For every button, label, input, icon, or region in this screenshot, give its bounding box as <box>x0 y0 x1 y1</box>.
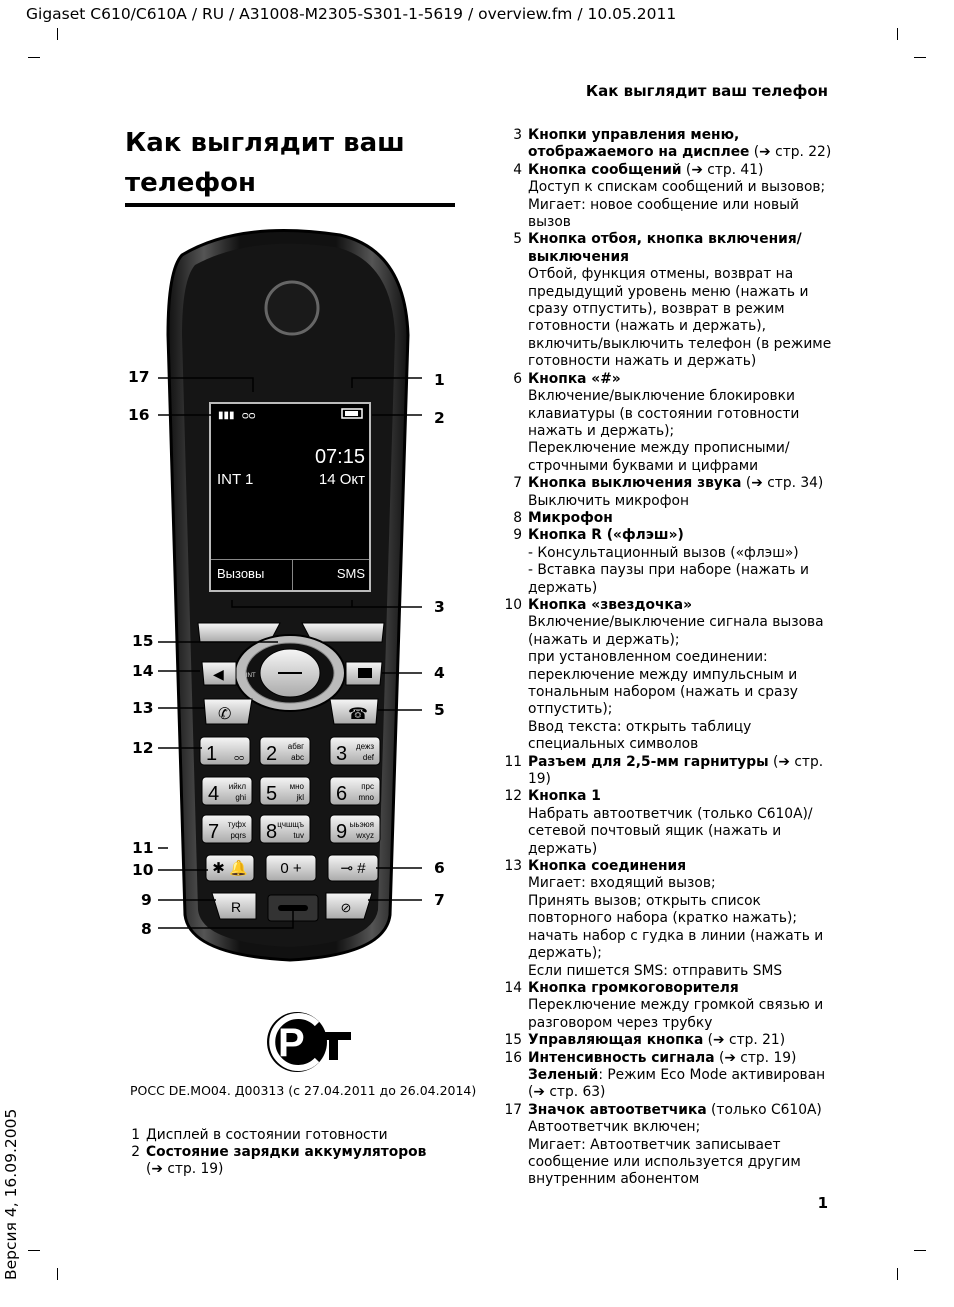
legend-item-12: 12 Кнопка 1 Набрать автоответчик (только C610A)/сетевой почтовый ящик (нажать и держать) <box>504 788 813 857</box>
digit-key-label: 9 <box>336 821 348 843</box>
callout-4: 4 <box>434 664 445 682</box>
star-key-label: ✱ 🔔 <box>212 860 248 877</box>
zero-key-label: 0 + <box>280 860 302 877</box>
legend-item-16: 16 Интенсивность сигнала (➔ стр. 19) Зеленый: Режим Eco Mode активирован (➔ стр. 63) <box>504 1049 826 1101</box>
legend-item-3: 3 Кнопки управления меню, отображаемого на дисплее (➔ стр. 22) <box>513 127 832 161</box>
crop-mark <box>897 1268 898 1280</box>
crop-mark <box>914 1250 926 1251</box>
signal-icon: ▮▮▮ <box>218 410 235 421</box>
legend-item-5: 5 Кнопка отбоя, кнопка включения/ выключения Отбой, функция отмены, возврат на предыдущий уровень меню (нажать и сразу отпустить), возврат в режим готовности (нажать и держать), включить/выключить телефон (в режиме готовности нажать и держать) <box>513 231 832 370</box>
callout-3: 3 <box>434 598 445 616</box>
callout-13: 13 <box>132 699 154 717</box>
legend-item-9: 9 Кнопка R («флэш») - Консультационный вызов («флэш») - Вставка паузы при наборе (нажать и держать) <box>513 527 809 596</box>
digit-key-latin: ghi <box>235 793 246 802</box>
svg-text:Р: Р <box>278 1021 305 1065</box>
crop-mark <box>57 28 58 40</box>
callout-2: 2 <box>434 409 445 427</box>
digit-key-cyrillic: цчшщъ <box>277 820 304 829</box>
version-label: Версия 4, 16.09.2005 <box>2 1108 20 1280</box>
digit-key-cyrillic: ийкл <box>228 782 246 791</box>
pct-certification-logo <box>265 1010 355 1074</box>
digit-key-latin: pqrs <box>230 831 246 840</box>
voicemail-icon: ᴑᴑ <box>234 753 244 762</box>
digit-key-label: 3 <box>336 743 348 765</box>
running-head: Как выглядит ваш телефон <box>585 82 828 100</box>
digit-key-latin: tuv <box>293 831 304 840</box>
display-date: 14 Окт <box>318 471 365 488</box>
answering-machine-icon: ᴑᴑ <box>242 410 256 422</box>
legend-item-2: 2 Состояние зарядки аккумуляторов (➔ стр. 19) <box>131 1144 427 1177</box>
softkey-left-label: Вызовы <box>217 566 265 581</box>
r-key-label: R <box>230 899 242 915</box>
mute-icon: ⊘ <box>340 900 352 915</box>
callout-11: 11 <box>132 839 154 857</box>
digit-key-label: 1 <box>206 743 218 765</box>
digit-key-cyrillic: туфх <box>227 820 246 829</box>
legend-list-left <box>128 1127 458 1178</box>
legend-item-17: 17 Значок автоответчика (только C610A) Автоответчик включен; Мигает: Автоответчик записывает сообщение или используется другим внутренним абонентом <box>504 1101 822 1188</box>
digit-key-label: 4 <box>208 783 220 805</box>
legend-item-1: 1 Дисплей в состоянии готовности <box>131 1127 388 1143</box>
certification-text: РОСС DE.MO04. Д00313 (с 27.04.2011 до 26.04.2014) <box>130 1083 477 1098</box>
digit-key-latin: abc <box>291 753 304 762</box>
callout-lines <box>120 360 460 940</box>
document-header: Gigaset C610/C610A / RU / A31008-M2305-S301-1-5619 / overview.fm / 10.05.2011 <box>26 5 677 23</box>
legend-item-11: 11 Разъем для 2,5-мм гарнитуры (➔ стр. 19) <box>504 753 824 788</box>
legend-list-right <box>496 127 841 1189</box>
crop-mark <box>897 28 898 40</box>
legend-item-8: 8 Микрофон <box>513 509 613 526</box>
callout-16: 16 <box>128 406 150 424</box>
callout-5: 5 <box>434 701 445 719</box>
legend-item-14: 14 Кнопка громкоговорителя Переключение между громкой связью и разговором через трубку <box>504 979 824 1031</box>
end-call-icon: ☎ <box>348 706 368 723</box>
page-title-line2: телефон <box>125 168 257 198</box>
callout-12: 12 <box>132 739 154 757</box>
legend-item-10: 10 Кнопка «звездочка» Включение/выключение сигнала вызова (нажать и держать); при установленном соединении: переключение между импульсным и тональным набором (нажать и сразу отпустить); Ввод текста: открыть таблицу специальных символов <box>504 596 824 753</box>
callout-8: 8 <box>141 920 152 938</box>
callout-15: 15 <box>132 632 154 650</box>
digit-key-cyrillic: дежз <box>355 742 374 751</box>
legend-item-6: 6 Кнопка «#» Включение/выключение блокировки клавиатуры (в состоянии готовности нажать и держать); Переключение между прописными/ строчными буквами и цифрами <box>513 370 800 474</box>
callout-7: 7 <box>434 891 445 909</box>
callout-10: 10 <box>132 861 154 879</box>
digit-key-label: 6 <box>336 783 348 805</box>
legend-item-4: 4 Кнопка сообщений (➔ стр. 41) Доступ к спискам сообщений и вызовов; Мигает: новое сообщение или новый вызов <box>513 161 826 231</box>
callout-9: 9 <box>141 891 152 909</box>
digit-key-label: 2 <box>266 743 278 765</box>
call-icon: ✆ <box>218 706 232 723</box>
digit-key-cyrillic: абвг <box>287 742 304 751</box>
digit-key-label: 8 <box>266 821 278 843</box>
legend-item-7: 7 Кнопка выключения звука (➔ стр. 34) Выключить микрофон <box>513 475 824 509</box>
digit-key-label: 7 <box>208 821 220 843</box>
digit-key-cyrillic: ыьэюя <box>349 820 374 829</box>
legend-item-13: 13 Кнопка соединения Мигает: входящий вызов; Принять вызов; открыть список повторного набора (кратко нажать); начать набор с гудка в линии (нажать и держать); Если пишется SMS: отправить SMS <box>504 858 824 979</box>
page-title-line1: Как выглядит ваш <box>125 128 405 158</box>
digit-key-latin: wxyz <box>356 831 374 840</box>
legend-item-15: 15 Управляющая кнопка (➔ стр. 21) <box>504 1032 786 1049</box>
crop-mark <box>28 1250 40 1251</box>
callout-1: 1 <box>434 371 445 389</box>
callout-6: 6 <box>434 859 445 877</box>
digit-key-latin: mno <box>358 793 374 802</box>
digit-key-cyrillic: мно <box>289 782 304 791</box>
callout-14: 14 <box>132 662 154 680</box>
page-number: 1 <box>817 1194 828 1212</box>
digit-key-latin: jkl <box>296 793 304 802</box>
nav-int-label: INT <box>246 673 256 679</box>
callout-17: 17 <box>128 368 150 386</box>
digit-key-label: 5 <box>266 783 278 805</box>
title-rule <box>125 203 455 207</box>
digit-key-latin: def <box>362 753 374 762</box>
crop-mark <box>57 1268 58 1280</box>
display-time: 07:15 <box>314 446 365 468</box>
digit-key-cyrillic: прс <box>361 782 374 791</box>
display-line: INT 1 <box>217 471 254 488</box>
hash-key-label: ⊸ # <box>340 860 366 877</box>
crop-mark <box>914 57 926 58</box>
crop-mark <box>28 57 40 58</box>
speaker-icon: ◀ <box>213 666 224 682</box>
page-title <box>125 123 465 203</box>
softkey-right-label: SMS <box>336 566 365 581</box>
